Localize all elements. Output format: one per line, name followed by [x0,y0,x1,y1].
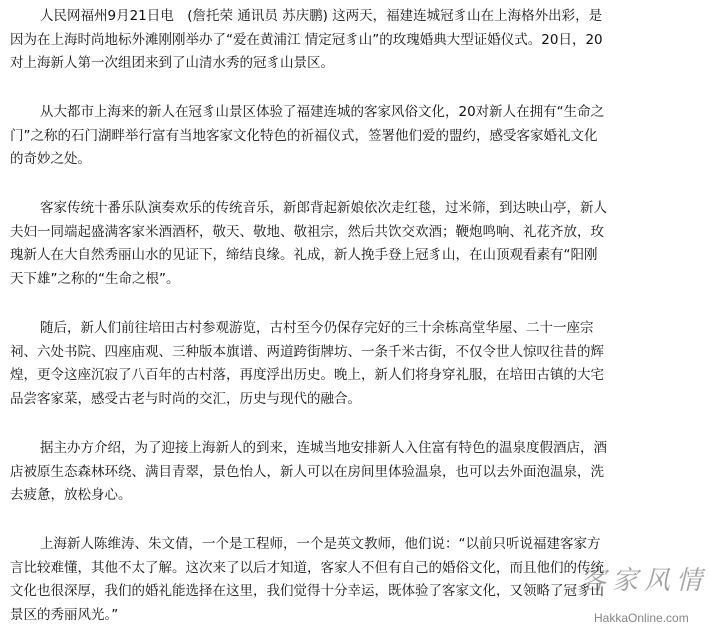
text-line: 的奇妙之处。 [10,151,91,167]
text-line: 从大都市上海来的新人在冠豸山景区体验了福建连城的客家风俗文化，20对新人在拥有“生命之 [40,104,605,120]
text-line: 煌，更令这座沉寂了八百年的古村落，再度浮出历史。晚上，新人们将身穿礼服，在培田古镇的大宅 [10,367,604,383]
text-line: 天下雄”之称的“生命之根”。 [10,271,180,287]
text-line: 客家传统十番乐队演奏欢乐的传统音乐，新郎背起新娘依次走红毯，过米筛，到达映山亭，新人 [40,200,607,216]
text-line: 去疲惫，放松身心。 [10,487,132,503]
text-line: 门”之称的石门湖畔举行富有当地客家文化特色的祈福仪式，签署他们爱的盟约，感受客家婚礼文化 [10,128,598,144]
watermark-logo-text: 客家风情 [580,566,709,596]
text-line: 文化也很深厚，我们的婚礼能选择在这里，我们觉得十分幸运，既体验了客家文化，又领略了冠豸山 [10,583,604,599]
text-line: 对上海新人第一次组团来到了山清水秀的冠豸山景区。 [10,55,334,71]
text-line: 瑰新人在大自然秀丽山水的见证下，缔结良缘。礼成，新人挽手登上冠豸山，在山顶观看素有“阳刚 [10,247,598,263]
text-line: 人民网福州9月21日电 (詹托荣 通讯员 苏庆鹏) 这两天，福建连城冠豸山在上海格外出彩，是 [40,8,603,24]
text-line: 上海新人陈维涛、朱文倩，一个是工程师，一个是英文教师，他们说：“以前只听说福建客家方 [40,536,601,552]
text-line: 夫妇一同端起盛满客家米酒酒杯，敬天、敬地、敬祖宗，然后共饮交欢酒；鞭炮鸣响、礼花齐放，玫 [10,224,604,240]
text-line: 景区的秀丽风光。” [10,607,119,623]
text-line: 店被原生态森林环绕、满目青翠，景色怡人，新人可以在房间里体验温泉，也可以去外面泡温泉，洗 [10,464,604,480]
text-line: 因为在上海时尚地标外滩刚刚举办了“爱在黄浦江 情定冠豸山”的玫瑰婚典大型证婚仪式。20日，20 [10,32,603,48]
text-line: 品尝客家菜，感受古老与时尚的交汇，历史与现代的融合。 [10,391,361,407]
text-line: 言比较难懂，其他不太了解。这次来了以后才知道，客家人不但有自己的婚俗文化，而且他们的传统 [10,560,604,576]
text-line: 据主办方介绍，为了迎接上海新人的到来，连城当地安排新人入住富有特色的温泉度假酒店，酒 [40,440,607,456]
site-watermark [580,566,710,632]
text-line: 随后，新人们前往培田古村参观游览，古村至今仍保存完好的三十余栋高堂华屋、二十一座宗 [40,320,594,336]
text-line: 祠、六处书院、四座庙观、三种版本旗谱、两道跨街牌坊、一条千米古街，不仅令世人惊叹往昔的辉 [10,344,604,360]
watermark-url: HakkaOnline.com [594,611,689,625]
